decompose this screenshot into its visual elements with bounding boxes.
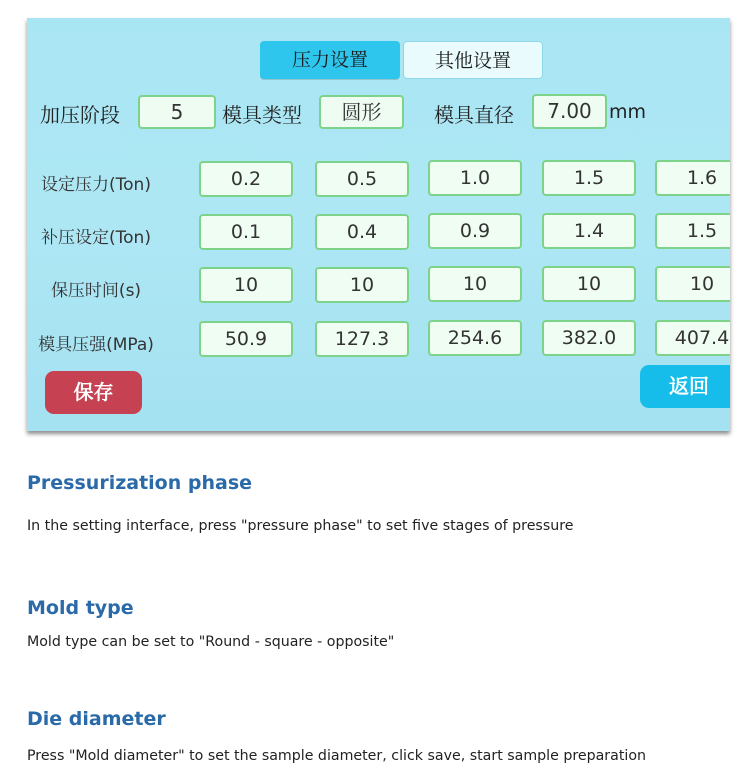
- diameter-unit: mm: [609, 101, 647, 123]
- hold-time-cell[interactable]: 10: [655, 266, 730, 302]
- hold-time-cell[interactable]: 10: [315, 267, 409, 303]
- section-heading: Mold type: [27, 597, 134, 619]
- mold-pressure-cell: 382.0: [542, 320, 636, 356]
- device-screen: [27, 18, 730, 431]
- section-heading: Die diameter: [27, 708, 166, 730]
- stage-label: 加压阶段: [40, 103, 120, 127]
- mold-pressure-cell: 407.4: [655, 320, 730, 356]
- tab-other-settings[interactable]: 其他设置: [403, 41, 543, 79]
- supplement-pressure-cell[interactable]: 0.1: [199, 214, 293, 250]
- section-text: In the setting interface, press "pressure phase" to set five stages of pressure: [27, 518, 574, 534]
- diameter-label: 模具直径: [434, 103, 514, 127]
- set-pressure-cell[interactable]: 1.5: [542, 160, 636, 196]
- tab-pressure-settings[interactable]: 压力设置: [260, 41, 400, 79]
- supplement-pressure-cell[interactable]: 1.5: [655, 213, 730, 249]
- row-label-set-pressure: 设定压力(Ton): [41, 175, 151, 195]
- supplement-pressure-cell[interactable]: 1.4: [542, 213, 636, 249]
- hold-time-cell[interactable]: 10: [199, 267, 293, 303]
- set-pressure-cell[interactable]: 1.6: [655, 160, 730, 196]
- mold-pressure-cell: 127.3: [315, 321, 409, 357]
- row-label-supplement-pressure: 补压设定(Ton): [41, 228, 151, 248]
- back-button[interactable]: 返回: [640, 365, 730, 408]
- stage-field[interactable]: 5: [138, 95, 216, 129]
- section-text: Mold type can be set to "Round - square - opposite": [27, 634, 395, 650]
- set-pressure-cell[interactable]: 0.2: [199, 161, 293, 197]
- hold-time-cell[interactable]: 10: [428, 266, 522, 302]
- section-heading: Pressurization phase: [27, 472, 253, 494]
- hold-time-cell[interactable]: 10: [542, 266, 636, 302]
- mold-type-label: 模具类型: [222, 103, 302, 127]
- set-pressure-cell[interactable]: 0.5: [315, 161, 409, 197]
- diameter-field[interactable]: 7.00: [532, 94, 607, 129]
- row-label-mold-pressure: 模具压强(MPa): [38, 335, 154, 355]
- row-label-hold-time: 保压时间(s): [50, 281, 142, 301]
- section-text: Press "Mold diameter" to set the sample diameter, click save, start sample preparation: [27, 748, 647, 764]
- supplement-pressure-cell[interactable]: 0.9: [428, 213, 522, 249]
- save-button[interactable]: 保存: [45, 371, 142, 414]
- mold-pressure-cell: 50.9: [199, 321, 293, 357]
- mold-pressure-cell: 254.6: [428, 320, 522, 356]
- mold-type-field[interactable]: 圆形: [319, 95, 404, 129]
- set-pressure-cell[interactable]: 1.0: [428, 160, 522, 196]
- supplement-pressure-cell[interactable]: 0.4: [315, 214, 409, 250]
